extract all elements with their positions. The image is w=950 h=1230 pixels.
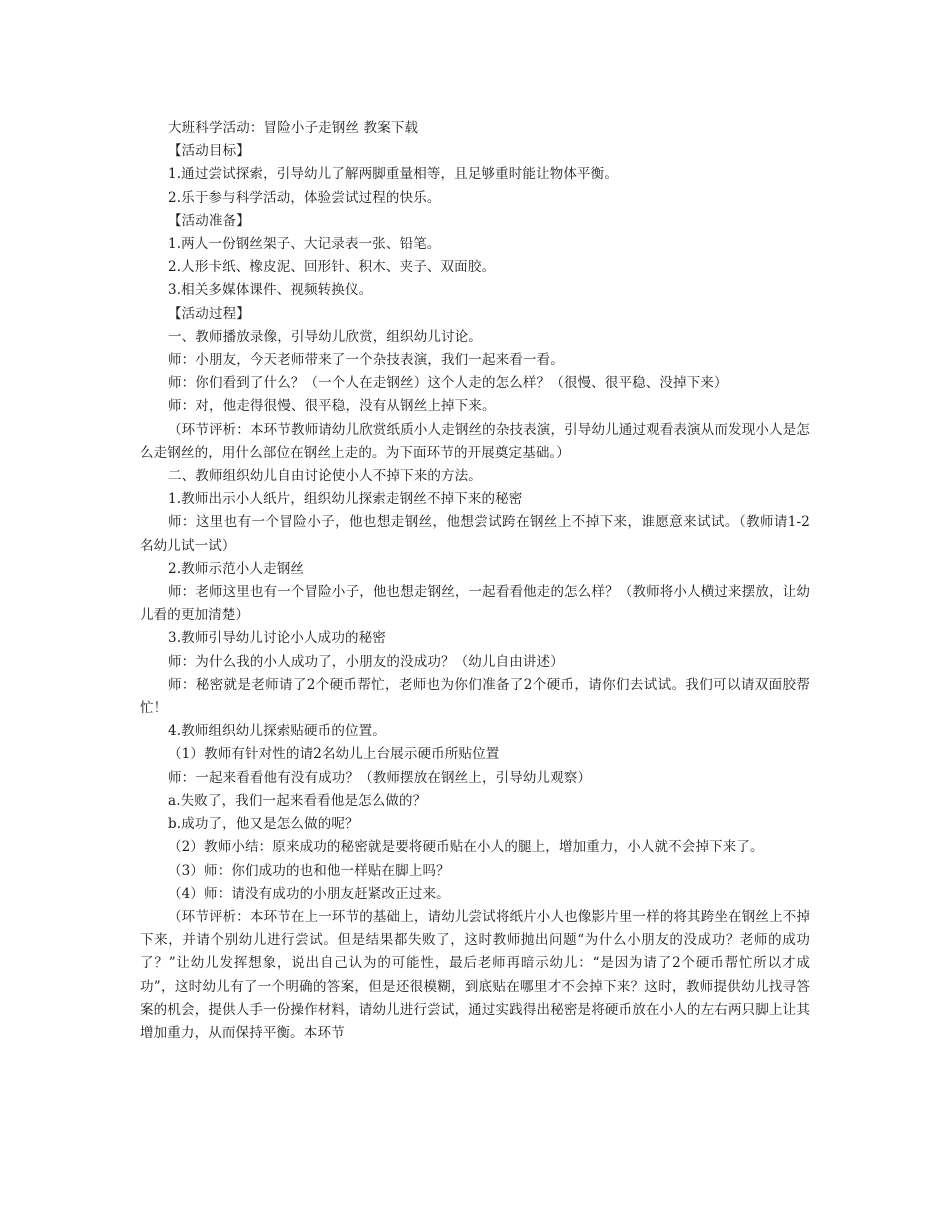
paragraph: 二、教师组织幼儿自由讨论使小人不掉下来的方法。 <box>168 468 482 485</box>
paragraph: a.失败了，我们一起来看看他是怎么做的？ <box>168 792 427 809</box>
paragraph: 师：秘密就是老师请了2个硬币帮忙，老师也为你们准备了2个硬币，请你们去试试。我们可以请双面胶帮忙！ <box>140 676 810 717</box>
paragraph: （环节评析：本环节在上一环节的基础上，请幼儿尝试将纸片小人也像影片里一样的将其跨坐在钢丝上不掉下来，并请个别幼儿进行尝试。但是结果都失败了，这时教师抛出问题“为什么小朋友的没成功？老师的成功了？”让幼儿发挥想象，说出自己认为的可能性，最后老师再暗示幼儿：“是因为请了2个硬币帮忙所以才成功”，这时幼儿有了一个明确的答案，但是还很模糊，到底贴在哪里才不会掉下来？这时，教师提供幼儿找寻答案的机会，提供人手一份操作材料，请幼儿进行尝试，通过实践得出秘密是将硬币放在小人的左右两只脚上让其增加重力，从而保持平衡。本环节 <box>140 908 810 1041</box>
paragraph: （2）教师小结：原来成功的秘密就是要将硬币贴在小人的腿上，增加重力，小人就不会掉下来了。 <box>168 839 764 856</box>
paragraph: 师：小朋友，今天老师带来了一个杂技表演，我们一起来看一看。 <box>168 352 564 369</box>
document-body <box>140 117 810 1045</box>
section-heading-preparation: 【活动准备】 <box>168 212 250 229</box>
paragraph: 1.两人一份钢丝架子、大记录表一张、铅笔。 <box>168 236 441 253</box>
paragraph: 4.教师组织幼儿探索贴硬币的位置。 <box>168 723 386 740</box>
paragraph: 师：这里也有一个冒险小子，他也想走钢丝，他想尝试跨在钢丝上不掉下来，谁愿意来试试。（教师请1-2名幼儿试一试） <box>140 514 810 554</box>
paragraph: （1）教师有针对性的请2名幼儿上台展示硬币所贴位置 <box>168 746 500 763</box>
paragraph: （4）师：请没有成功的小朋友赶紧改正过来。 <box>168 885 450 902</box>
paragraph: 一、教师播放录像，引导幼儿欣赏，组织幼儿讨论。 <box>168 328 482 345</box>
paragraph: 2.乐于参与科学活动，体验尝试过程的快乐。 <box>168 189 441 206</box>
paragraph: 师：你们看到了什么？（一个人在走钢丝）这个人走的怎么样？（很慢、很平稳、没掉下来） <box>168 375 728 392</box>
paragraph: 师：一起来看看他有没有成功？（教师摆放在钢丝上，引导幼儿观察） <box>168 769 592 786</box>
paragraph: 3.相关多媒体课件、视频转换仪。 <box>168 282 373 299</box>
paragraph: b.成功了，他又是怎么做的呢？ <box>168 816 359 833</box>
paragraph: 2.教师示范小人走钢丝 <box>168 560 305 577</box>
paragraph: （3）师：你们成功的也和他一样贴在脚上吗？ <box>168 862 450 879</box>
document-title: 大班科学活动：冒险小子走钢丝 教案下载 <box>168 120 419 136</box>
section-heading-process: 【活动过程】 <box>168 305 250 322</box>
paragraph: 3.教师引导幼儿讨论小人成功的秘密 <box>168 630 386 647</box>
section-heading-goals: 【活动目标】 <box>168 143 250 160</box>
paragraph: 1.教师出示小人纸片，组织幼儿探索走钢丝不掉下来的秘密 <box>168 491 523 508</box>
paragraph: 师：对，他走得很慢、很平稳，没有从钢丝上掉下来。 <box>168 398 496 415</box>
paragraph: 1.通过尝试探索，引导幼儿了解两脚重量相等，且足够重时能让物体平衡。 <box>168 166 618 183</box>
paragraph: 2.人形卡纸、橡皮泥、回形针、积木、夹子、双面胶。 <box>168 259 496 276</box>
paragraph: （环节评析：本环节教师请幼儿欣赏纸质小人走钢丝的杂技表演，引导幼儿通过观看表演从而发现小人是怎么走钢丝的，用什么部位在钢丝上走的。为下面环节的开展奠定基础。） <box>140 421 810 461</box>
paragraph: 师：为什么我的小人成功了，小朋友的没成功？（幼儿自由讲述） <box>168 653 564 670</box>
paragraph: 师：老师这里也有一个冒险小子，他也想走钢丝，一起看看他走的怎么样？（教师将小人横过来摆放，让幼儿看的更加清楚） <box>140 584 810 624</box>
